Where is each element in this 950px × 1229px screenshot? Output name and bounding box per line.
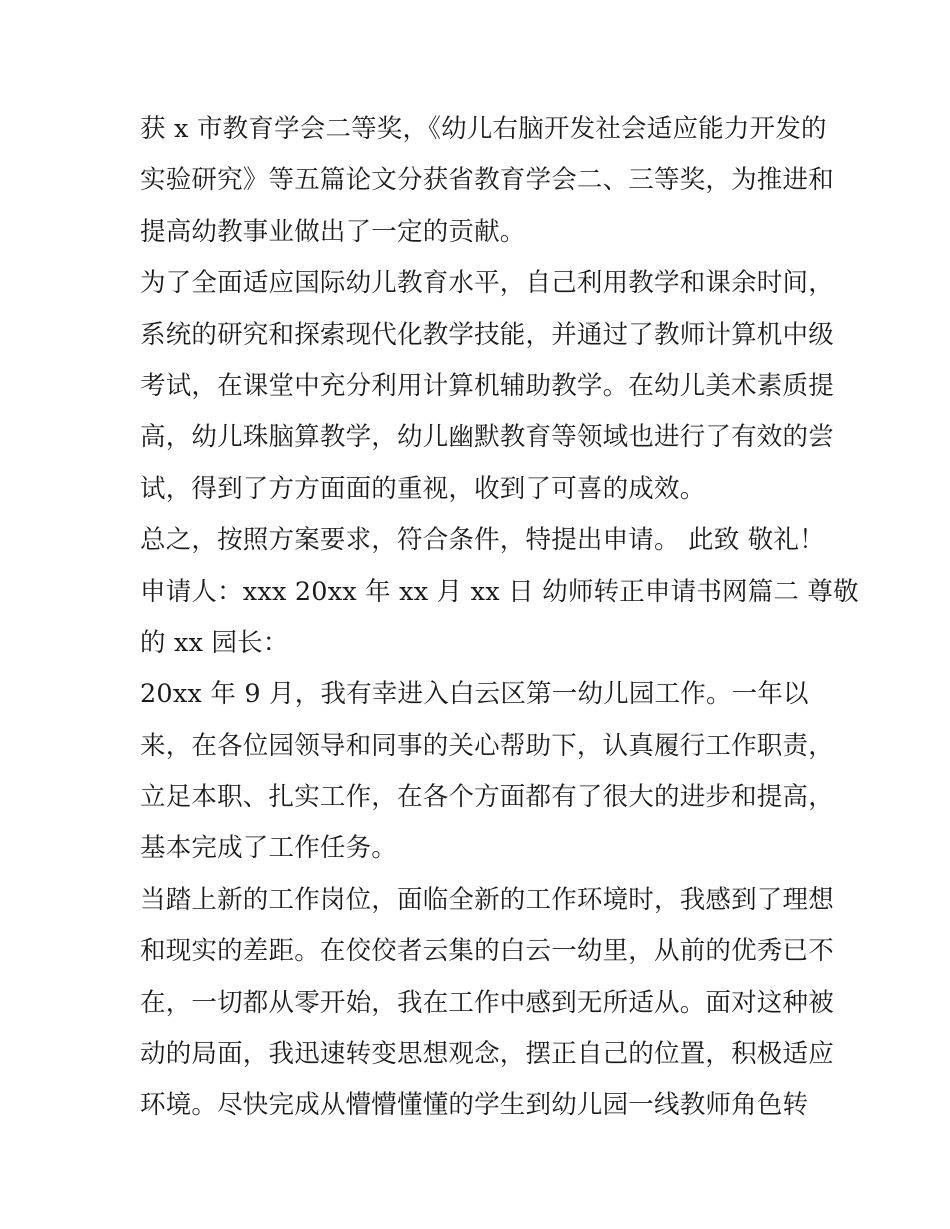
text-line: 当踏上新的工作岗位，面临全新的工作环境时，我感到了理想 [140, 884, 834, 915]
text-line: 高，幼儿珠脑算教学，幼儿幽默教育等领域也进行了有效的尝 [140, 422, 834, 453]
text-line: 试，得到了方方面面的重视，收到了可喜的成效。 [140, 473, 706, 504]
text-line: 立足本职、扎实工作，在各个方面都有了很大的进步和提高， [140, 782, 834, 813]
text-line: 20xx 年 9 月，我有幸进入白云区第一幼儿园工作。一年以 [140, 679, 809, 710]
text-line: 总之，按照方案要求，符合条件，特提出申请。 此致 敬礼！ [140, 525, 825, 556]
text-line: 和现实的差距。在佼佼者云集的白云一幼里，从前的优秀已不 [140, 936, 834, 967]
text-line: 考试，在课堂中充分利用计算机辅助教学。在幼儿美术素质提 [140, 370, 834, 401]
text-line: 获 x 市教育学会二等奖，《幼儿右脑开发社会适应能力开发的 [140, 114, 827, 144]
body-text [140, 104, 859, 1132]
text-line: 为了全面适应国际幼儿教育水平，自己利用教学和课余时间， [140, 268, 834, 299]
text-line: 的 xx 园长： [140, 627, 289, 658]
text-line: 基本完成了工作任务。 [140, 833, 398, 864]
text-line: 在，一切都从零开始，我在工作中感到无所适从。面对这种被 [140, 987, 834, 1018]
text-line: 系统的研究和探索现代化教学技能，并通过了教师计算机中级 [140, 319, 834, 350]
text-line: 申请人：xxx 20xx 年 xx 月 xx 日 幼师转正申请书网篇二 尊敬 [140, 576, 859, 607]
text-line: 提高幼教事业做出了一定的贡献。 [140, 216, 526, 247]
text-line: 动的局面，我迅速转变思想观念，摆正自己的位置，积极适应 [140, 1039, 834, 1070]
text-line: 实验研究》等五篇论文分获省教育学会二、三等奖，为推进和 [140, 165, 834, 196]
text-line: 来，在各位园领导和同事的关心帮助下，认真履行工作职责， [140, 730, 834, 761]
text-line: 环境。尽快完成从懵懵懂懂的学生到幼儿园一线教师角色转 [140, 1090, 809, 1121]
